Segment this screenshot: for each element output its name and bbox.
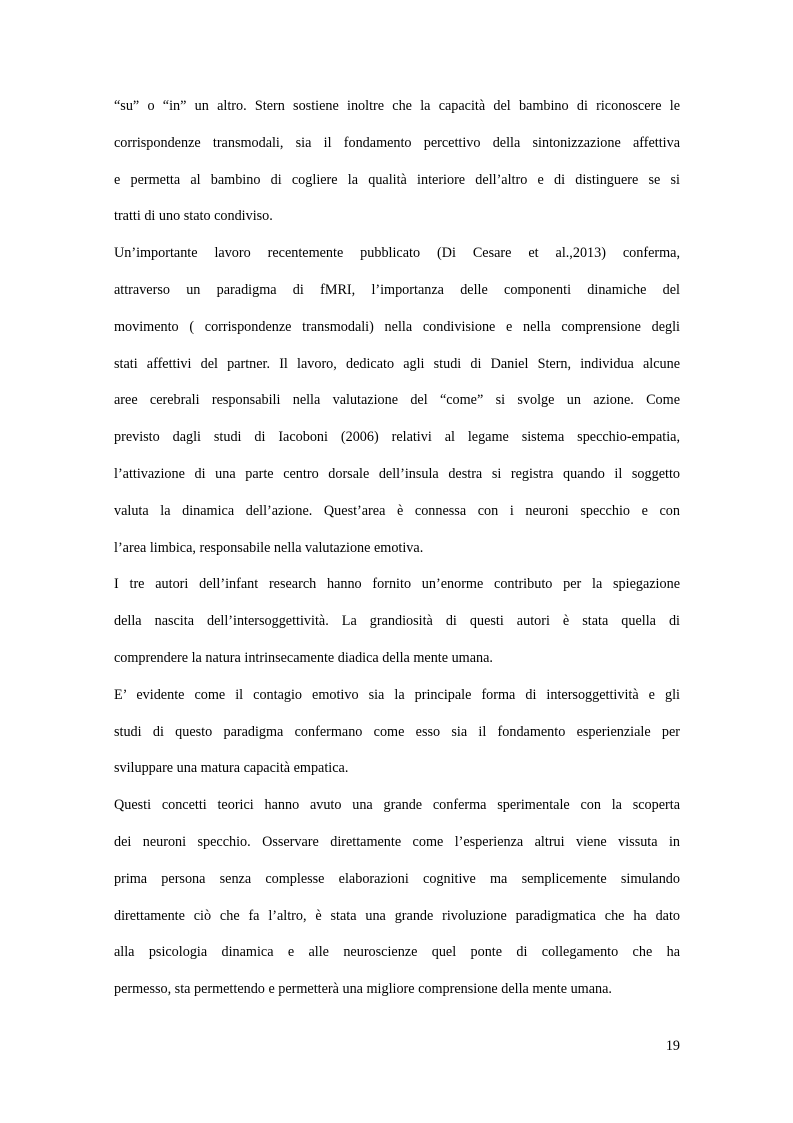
text-line: studi di questo paradigma confermano come esso sia il fondamento esperienziale per xyxy=(114,723,680,740)
text-line: valuta la dinamica dell’azione. Quest’area è connessa con i neuroni specchio e con xyxy=(114,502,680,519)
text-line: “su” o “in” un altro. Stern sostiene inoltre che la capacità del bambino di riconoscere le xyxy=(114,98,680,114)
text-line: alla psicologia dinamica e alle neuroscienze quel ponte di collegamento che ha xyxy=(114,944,680,961)
text-line: aree cerebrali responsabili nella valutazione del “come” si svolge un azione. Come xyxy=(114,392,680,409)
page-number: 19 xyxy=(665,1038,680,1054)
text-line: Un’importante lavoro recentemente pubblicato (Di Cesare et al.,2013) conferma, xyxy=(114,245,680,262)
text-line: I tre autori dell’infant research hanno fornito un’enorme contributo per la spiegazione xyxy=(114,576,680,593)
text-line: dei neuroni specchio. Osservare direttamente come l’esperienza altrui viene vissuta in xyxy=(114,833,680,850)
text-line: comprendere la natura intrinsecamente diadica della mente umana. xyxy=(114,649,493,666)
text-line: stati affettivi del partner. Il lavoro, dedicato agli studi di Daniel Stern, individua alcune xyxy=(114,355,680,372)
text-line: direttamente ciò che fa l’altro, è stata una grande rivoluzione paradigmatica che ha dato xyxy=(114,907,680,924)
text-line: attraverso un paradigma di fMRI, l’importanza delle componenti dinamiche del xyxy=(114,281,680,298)
text-line: l’area limbica, responsabile nella valutazione emotiva. xyxy=(114,539,424,556)
text-line: l’attivazione di una parte centro dorsale dell’insula destra si registra quando il soggetto xyxy=(114,465,680,482)
text-line: permesso, sta permettendo e permetterà una migliore comprensione della mente umana. xyxy=(114,981,612,998)
text-line: sviluppare una matura capacità empatica. xyxy=(114,760,349,777)
text-line: tratti di uno stato condiviso. xyxy=(114,208,273,225)
text-line: corrispondenze transmodali, sia il fondamento percettivo della sintonizzazione affettiva xyxy=(114,134,680,151)
text-line: movimento ( corrispondenze transmodali) nella condivisione e nella comprensione degli xyxy=(114,318,680,335)
text-line: E’ evidente come il contagio emotivo sia la principale forma di intersoggettività e gli xyxy=(114,686,680,703)
page-body xyxy=(114,88,680,1008)
text-line: Questi concetti teorici hanno avuto una grande conferma sperimentale con la scoperta xyxy=(114,797,680,814)
text-line: e permetta al bambino di cogliere la qualità interiore dell’altro e di distinguere se si xyxy=(114,171,680,188)
text-line: della nascita dell’intersoggettività. La grandiosità di questi autori è stata quella di xyxy=(114,613,680,630)
text-line: previsto dagli studi di Iacoboni (2006) relativi al legame sistema specchio-empatia, xyxy=(114,429,680,446)
text-line: prima persona senza complesse elaborazioni cognitive ma semplicemente simulando xyxy=(114,870,680,887)
